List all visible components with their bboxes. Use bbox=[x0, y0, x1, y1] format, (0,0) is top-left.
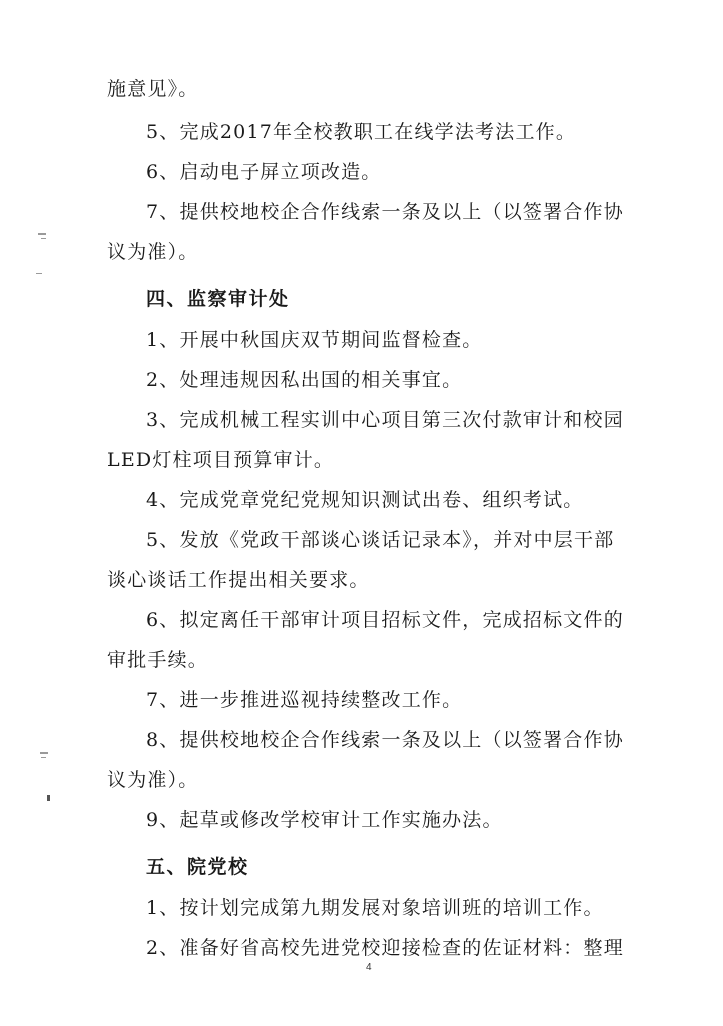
list-item: 5、发放《党政干部谈心谈话记录本》，并对中层干部 bbox=[146, 529, 615, 551]
scan-speck bbox=[47, 795, 50, 801]
list-item-continuation: 议为准）。 bbox=[107, 241, 199, 263]
list-item: 6、启动电子屏立项改造。 bbox=[146, 161, 382, 183]
list-item: 8、提供校地校企合作线索一条及以上（以签署合作协 bbox=[146, 729, 624, 751]
list-item: 5、完成2017年全校教职工在线学法考法工作。 bbox=[146, 121, 577, 143]
list-item-continuation: 谈心谈话工作提出相关要求。 bbox=[107, 569, 370, 591]
page-number: 4 bbox=[366, 962, 372, 973]
list-item: 2、准备好省高校先进党校迎接检查的佐证材料：整理 bbox=[146, 937, 624, 959]
section-heading: 五、院党校 bbox=[146, 856, 249, 878]
list-item: 9、起草或修改学校审计工作实施办法。 bbox=[146, 809, 503, 831]
list-item: 4、完成党章党纪党规知识测试出卷、组织考试。 bbox=[146, 489, 584, 511]
section-heading: 四、监察审计处 bbox=[146, 288, 290, 310]
list-item: 7、提供校地校企合作线索一条及以上（以签署合作协 bbox=[146, 201, 624, 223]
list-item-continuation: 审批手续。 bbox=[107, 649, 209, 671]
list-item-continuation: LED灯柱项目预算审计。 bbox=[107, 449, 335, 471]
scan-speck bbox=[40, 752, 48, 754]
list-item: 3、完成机械工程实训中心项目第三次付款审计和校园 bbox=[146, 409, 624, 431]
scan-speck bbox=[36, 273, 42, 274]
list-item: 1、开展中秋国庆双节期间监督检查。 bbox=[146, 329, 483, 351]
list-item: 6、拟定离任干部审计项目招标文件，完成招标文件的 bbox=[146, 609, 624, 631]
scan-speck bbox=[41, 238, 46, 239]
list-item: 1、按计划完成第九期发展对象培训班的培训工作。 bbox=[146, 897, 604, 919]
continuation-text: 施意见》。 bbox=[107, 78, 199, 100]
list-item: 2、处理违规因私出国的相关事宜。 bbox=[146, 369, 463, 391]
scan-speck bbox=[38, 233, 46, 235]
list-item: 7、进一步推进巡视持续整改工作。 bbox=[146, 689, 463, 711]
list-item-continuation: 议为准）。 bbox=[107, 769, 199, 791]
scan-speck bbox=[41, 757, 46, 758]
